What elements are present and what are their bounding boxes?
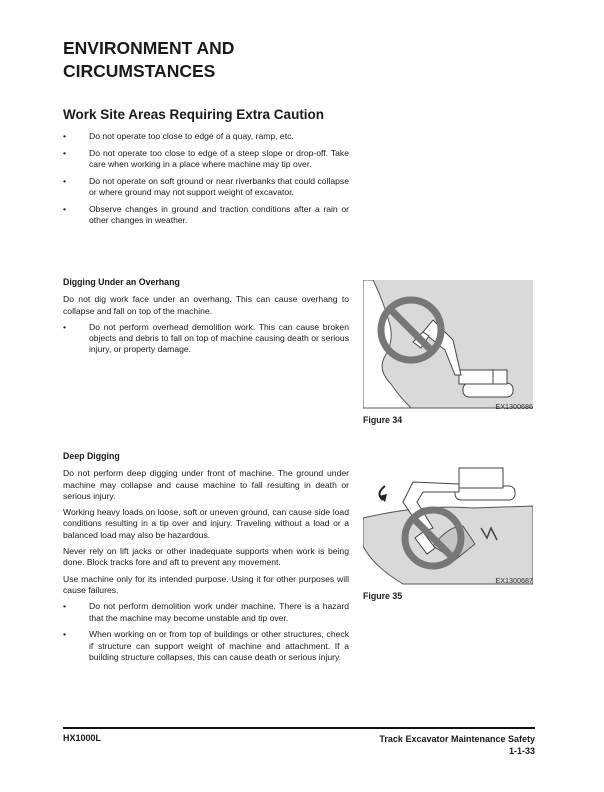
list-item: • Do not perform overhead demolition work. This can cause broken objects and debris to fall on top of machine causing death or serious injury, or property damage. <box>63 322 349 356</box>
overhang-heading: Digging Under an Overhang <box>63 277 180 287</box>
list-item: • Do not perform demolition work under machine. There is a hazard that the machine may become unstable and tip over. <box>63 601 349 624</box>
overhang-illustration <box>363 280 533 415</box>
deep-digging-illustration <box>363 456 533 588</box>
overhang-section <box>63 277 349 361</box>
figure-35 <box>363 456 533 606</box>
deep-paragraph: Do not perform deep digging under front of machine. The ground under machine may collapse and cause machine to fall resulting in death or serious injury. <box>63 468 349 501</box>
footer-model: HX1000L <box>63 733 102 743</box>
footer-divider <box>63 727 535 729</box>
footer-info <box>379 733 535 757</box>
list-item: • Do not operate on soft ground or near riverbanks that could collapse or where ground may not support weight of excavator. <box>63 176 349 199</box>
figure-35-id: EX1300687 <box>495 576 533 585</box>
figure-34-caption: Figure 34 <box>363 415 403 425</box>
figure-35-caption: Figure 35 <box>363 591 403 601</box>
figure-34-id: EX1300686 <box>495 402 533 411</box>
figure-34 <box>363 280 533 430</box>
deep-digging-heading: Deep Digging <box>63 451 120 461</box>
deep-paragraph: Use machine only for its intended purpose. Using it for other purposes will cause failures. <box>63 573 349 595</box>
list-item: • Observe changes in ground and traction conditions after a rain or other changes in weather. <box>63 204 349 227</box>
deep-paragraph: Working heavy loads on loose, soft or uneven ground, can cause side load conditions resulting in a tip over and injury. Traveling without a load or a balanced load may also be hazardous. <box>63 507 349 540</box>
list-item: • Do not operate too close to edge of a steep slope or drop-off. Take care when working in a place where machine may tip over. <box>63 148 349 171</box>
section-heading: Work Site Areas Requiring Extra Caution <box>63 107 325 122</box>
footer-manual-title: Track Excavator Maintenance Safety <box>379 734 535 744</box>
deep-paragraph: Never rely on lift jacks or other inadequate supports when work is being done. Block tracks fore and aft to prevent any movement. <box>63 546 349 568</box>
deep-digging-section <box>63 451 349 669</box>
work-site-bullets <box>63 131 349 232</box>
list-item: • Do not operate too close to edge of a quay, ramp, etc. <box>63 131 349 142</box>
page-title <box>63 37 363 83</box>
page-title-line-1: ENVIRONMENT AND <box>63 38 235 58</box>
footer-page-number: 1-1-33 <box>508 746 535 756</box>
list-item: • When working on or from top of buildings or other structures, check if structure can support weight of machine and attachment. If a building structure collapses, this can cause death or serious injury. <box>63 629 349 663</box>
page-title-line-2: CIRCUMSTANCES <box>63 61 216 81</box>
overhang-paragraph: Do not dig work face under an overhang. This can cause overhang to collapse and fall on top of the machine. <box>63 294 349 316</box>
